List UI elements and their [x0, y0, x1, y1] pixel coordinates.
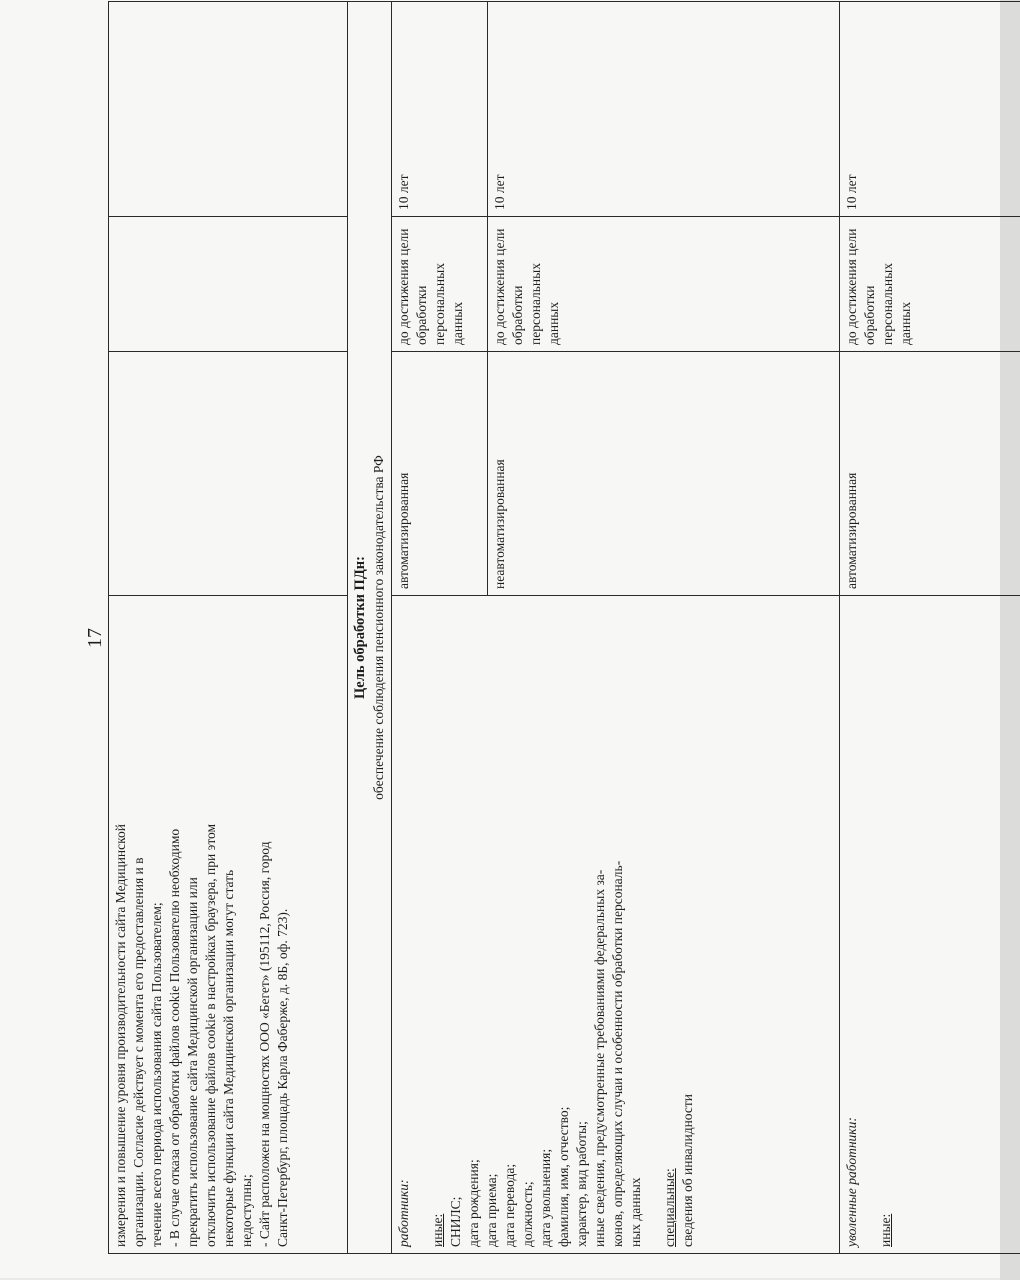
- text-line: организации. Согласие действует с момента его предоставления и в: [130, 857, 146, 1247]
- continuation-text-cell: [109, 596, 348, 1254]
- purpose-row: [348, 2, 392, 1254]
- term-cell: до достижения цели обработки персональных данных: [488, 217, 840, 352]
- list-item: СНИЛС;: [448, 1196, 464, 1247]
- category-label: уволенные работники:: [844, 1117, 860, 1247]
- text-line: прекратить использование сайта Медицинской организации или: [184, 877, 200, 1247]
- purpose-text: обеспечение соблюдения пенсионного законодательства РФ: [371, 455, 387, 800]
- special-label: специальные:: [661, 1168, 677, 1247]
- list-item: сведения об инвалидности: [679, 1093, 695, 1247]
- empty-cell: [109, 2, 348, 217]
- text-line: Санкт-Петербург, площадь Карла Фаберже, д. 8Б, оф. 723).: [274, 908, 290, 1247]
- list-item: дата рождения;: [466, 1159, 482, 1247]
- method-cell: автоматизированная: [840, 352, 1020, 596]
- period-cell: 10 лет: [488, 2, 840, 217]
- list-item: дата перевода;: [502, 1163, 517, 1247]
- table-row: [392, 2, 488, 1254]
- list-item: конов, определяющих случаи и особенности обработки персональ-: [609, 860, 625, 1247]
- text-line: некоторые функции сайта Медицинской организации могут стать: [220, 869, 236, 1247]
- method-cell: автоматизированная: [392, 352, 488, 596]
- continuation-row: [109, 2, 348, 1254]
- list-item: ных данных: [627, 1177, 643, 1247]
- category-cell: [840, 596, 1020, 1254]
- text-line: течение всего периода использования сайта Пользователем;: [148, 902, 164, 1247]
- personal-data-table: [108, 1, 1020, 1254]
- purpose-title: Цель обработки ПДн:: [352, 556, 368, 699]
- purpose-cell: [348, 2, 392, 1254]
- other-label: иные:: [430, 1213, 446, 1247]
- text-line: недоступны;: [238, 1174, 254, 1247]
- category-label: работники:: [396, 1179, 412, 1247]
- list-item: должность;: [519, 1181, 535, 1247]
- category-cell: [392, 596, 840, 1254]
- list-item: дата увольнения;: [537, 1148, 553, 1247]
- text-line: измерения и повышение уровня производительности сайта Медицинской: [113, 824, 128, 1247]
- other-label: иные:: [878, 1213, 894, 1247]
- text-line: - В случае отказа от обработки файлов cookie Пользователю необходимо: [166, 828, 182, 1247]
- term-cell: до достижения цели обработки персональных данных: [392, 217, 488, 352]
- list-item: характер, вид работы;: [573, 1121, 589, 1247]
- empty-cell: [109, 352, 348, 596]
- period-cell: 10 лет: [840, 2, 1020, 217]
- period-cell: 10 лет: [392, 2, 488, 217]
- term-cell: до достижения цели обработки персональных данных: [840, 217, 1020, 352]
- empty-cell: [109, 217, 348, 352]
- text-line: отключить использование файлов cookie в настройках браузера, при этом: [202, 823, 218, 1247]
- page-number: 17: [84, 628, 106, 648]
- text-line: - Сайт расположен на мощностях ООО «Бегет» (195112, Россия, город: [256, 841, 272, 1247]
- method-cell: неавтоматизированная: [488, 352, 840, 596]
- list-item: иные сведения, предусмотренные требованиями федеральных за-: [591, 869, 607, 1247]
- list-item: фамилия, имя, отчество;: [555, 1106, 571, 1247]
- table-row: [840, 2, 1020, 1254]
- list-item: дата приема;: [484, 1173, 500, 1247]
